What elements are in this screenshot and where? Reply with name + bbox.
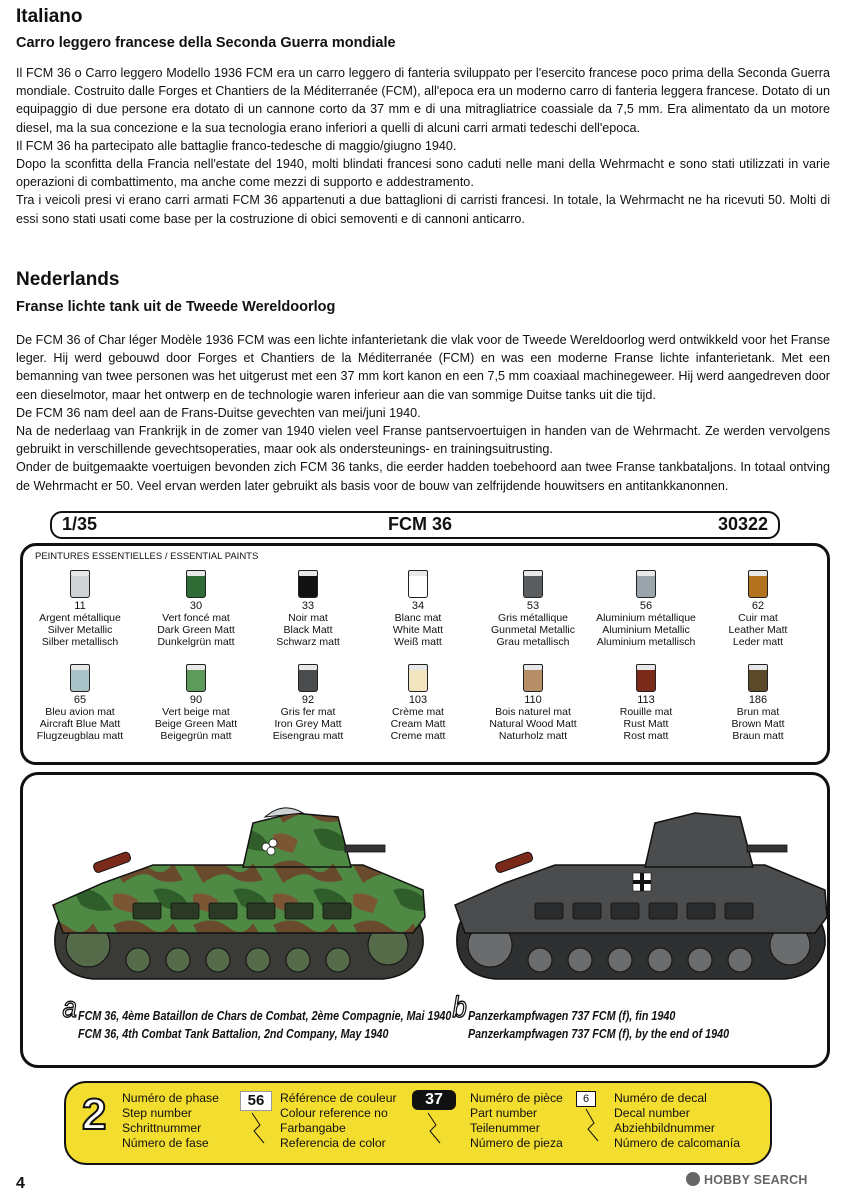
italiano-paragraph-1: Il FCM 36 o Carro leggero Modello 1936 FCM era un carro leggero di fanteria sviluppato per l'esercito francese poco prima della Seconda Guerra mondiale. Costruito dalle Forges et Chantiers de la Méditerranée (FCM), all'epoca era un moderno carro di fanteria leggera francese. Dotato di un equipaggio di due persone era dotato di un cannone corto da 37 mm e di una mitragliatrice coassiale da 7,5 mm. Era alimentato da un motore diesel, ma la sua concezione e la sua tecnologia erano inferiori a quelli di alcuni carri armati tedeschi dell'epoca. [16, 66, 830, 135]
paint-name-fr: Blanc mat [394, 612, 442, 624]
paint-color-chip [408, 670, 428, 692]
paint-swatch [141, 570, 251, 648]
paint-name-fr: Vert beige mat [162, 706, 230, 718]
step-number-sample: 2 [82, 1090, 107, 1139]
paint-color-chip [636, 576, 656, 598]
paint-color-chip [636, 670, 656, 692]
italiano-paragraph-4: Tra i veicoli presi vi erano carri armati FCM 36 appartenuti a due battaglioni di carristi francesi. In totale, la Wehrmacht ne ha ricevuti 50. Molti di essi sono stati usati come base per la costruzione di obici semoventi e di cannoni anticarro. [16, 193, 830, 226]
legend-phase-es: Número de fase [122, 1136, 209, 1150]
paint-name-fr: Vert foncé mat [162, 612, 230, 624]
paint-code: 90 [189, 694, 203, 706]
nederlands-paragraph-1: De FCM 36 of Char léger Modèle 1936 FCM was een lichte infanterietank die vlak voor de Tweede Wereldoorlog werd ontwikkeld voor het Franse leger. Hij werd gebouwd door Forges et Chantiers de la Méditerranée (FCM) en was een moderne Franse lichte infanterietank. Met een bemanning van twee personen was het uitgerust met een 37 mm kort kanon en een 7,5 mm coaxiaal machinegeweer. Hij werd aangedreven door een dieselmotor, maar het ontwerp en de technologie waren inferieur aan die van sommige Duitse tanks uit die tijd. [16, 333, 830, 402]
paint-name-fr: Gris métallique [497, 612, 569, 624]
page-number: 4 [16, 1175, 25, 1192]
paint-code: 56 [639, 600, 653, 612]
watermark [686, 1172, 808, 1187]
paint-code: 113 [637, 694, 655, 706]
version-b-line-1: Panzerkampfwagen 737 FCM (f), fin 1940 [468, 1009, 676, 1023]
legend-part-de: Teilenummer [470, 1121, 540, 1135]
paint-name-de: Dunkelgrün matt [157, 636, 235, 648]
paint-name-de: Schwarz matt [276, 636, 340, 648]
paint-name-fr: Gris fer mat [280, 706, 336, 718]
paint-name-en: Natural Wood Matt [489, 718, 577, 730]
nederlands-paragraph-2: De FCM 36 nam deel aan de Frans-Duitse gevechten van mei/juni 1940. [16, 405, 421, 420]
paint-name-fr: Brun mat [736, 706, 780, 718]
part-number-description [470, 1091, 563, 1151]
leader-line-icon [248, 1111, 278, 1145]
legend-part-es: Número de pieza [470, 1136, 563, 1150]
paint-name-fr: Bois naturel mat [495, 706, 571, 718]
paint-code: 62 [751, 600, 765, 612]
paint-name-de: Naturholz matt [498, 730, 568, 742]
paint-code: 53 [526, 600, 540, 612]
paint-pot-icon [523, 570, 543, 598]
legend-phase-de: Schrittnummer [122, 1121, 202, 1135]
legend-phase-fr: Numéro de phase [122, 1091, 219, 1105]
paint-name-en: Leather Matt [728, 624, 788, 636]
paint-name-en: Gunmetal Metallic [490, 624, 576, 636]
version-b-line-2: Panzerkampfwagen 737 FCM (f), by the end of 1940 [468, 1027, 730, 1041]
paint-name-de: Creme matt [390, 730, 446, 742]
paint-name-en: Rust Matt [623, 718, 669, 730]
legend-color-de: Farbangabe [280, 1121, 346, 1135]
paint-swatch [703, 664, 813, 742]
paint-name-de: Braun matt [732, 730, 784, 742]
symbol-legend [64, 1081, 772, 1165]
paint-code: 92 [301, 694, 315, 706]
legend-color-en: Colour reference no [280, 1106, 388, 1120]
watermark-text: HOBBY SEARCH [704, 1173, 808, 1187]
paint-color-chip [298, 670, 318, 692]
legend-decal-en: Decal number [614, 1106, 690, 1120]
decal-number-sample: 6 [576, 1091, 596, 1107]
paint-name-fr: Argent métallique [39, 612, 121, 624]
legend-color-es: Referencia de color [280, 1136, 386, 1150]
version-b-letter: b [452, 991, 467, 1024]
paint-pot-icon [70, 664, 90, 692]
paint-name-fr: Aluminium métallique [596, 612, 696, 624]
paint-code: 110 [524, 694, 542, 706]
paint-swatch [478, 570, 588, 648]
italiano-heading: Italiano [16, 6, 83, 27]
step-number-description [122, 1091, 219, 1151]
paints-panel-title: PEINTURES ESSENTIELLES / ESSENTIAL PAINTS [35, 551, 259, 562]
paint-code: 33 [301, 600, 315, 612]
paint-name-en: Aircraft Blue Matt [39, 718, 121, 730]
paint-pot-icon [186, 570, 206, 598]
paint-pot-icon [298, 664, 318, 692]
paint-name-en: Cream Matt [390, 718, 446, 730]
paint-pot-icon [523, 664, 543, 692]
paint-name-en: Black Matt [283, 624, 333, 636]
paint-code: 65 [73, 694, 87, 706]
tank-profile-a [33, 795, 433, 1005]
paint-pot-icon [748, 664, 768, 692]
kit-scale: 1/35 [62, 514, 98, 534]
leader-line-icon [424, 1111, 454, 1145]
version-b-caption [452, 991, 730, 1043]
paint-swatch [591, 664, 701, 742]
paint-swatch [591, 570, 701, 648]
nederlands-text [16, 331, 830, 495]
paint-name-fr: Cuir mat [738, 612, 778, 624]
paint-swatch [703, 570, 813, 648]
paint-name-fr: Crème mat [392, 706, 444, 718]
paint-color-chip [748, 670, 768, 692]
legend-part-fr: Numéro de pièce [470, 1091, 563, 1105]
part-number-sample: 37 [412, 1090, 456, 1110]
paint-pot-icon [636, 664, 656, 692]
italiano-paragraph-2: Il FCM 36 ha partecipato alle battaglie franco-tedesche di maggio/giugno 1940. [16, 138, 457, 153]
nederlands-heading: Nederlands [16, 269, 120, 290]
paint-name-de: Aluminium metallisch [596, 636, 696, 648]
paint-code: 103 [408, 694, 428, 706]
paint-name-fr: Rouille mat [619, 706, 673, 718]
paint-swatch [253, 664, 363, 742]
italiano-paragraph-3: Dopo la sconfitta della Francia nell'estate del 1940, molti blindati francesi sono caduti nelle mani della Wehrmacht e sono stati utilizzati in varie operazioni di combattimento, ma anche come mezzi di supporto e addestramento. [16, 157, 830, 190]
paint-name-de: Weiß matt [394, 636, 442, 648]
kit-number: 30322 [717, 514, 768, 534]
paint-color-chip [298, 576, 318, 598]
tank-profile-b [435, 795, 835, 1005]
paint-name-de: Leder matt [732, 636, 784, 648]
legend-decal-de: Abziehbildnummer [614, 1121, 715, 1135]
paint-pot-icon [748, 570, 768, 598]
paint-name-en: Iron Grey Matt [274, 718, 342, 730]
version-a-line-2: FCM 36, 4th Combat Tank Battalion, 2nd Company, May 1940 [78, 1027, 389, 1041]
paint-color-chip [186, 670, 206, 692]
nederlands-subheading: Franse lichte tank uit de Tweede Wereldoorlog [16, 299, 336, 315]
paint-code: 34 [411, 600, 425, 612]
hobby-search-logo-icon [686, 1172, 700, 1186]
paint-color-chip [186, 576, 206, 598]
nederlands-paragraph-3: Na de nederlaag van Frankrijk in de zomer van 1940 vielen veel Franse pantservoertuigen in handen van de Wehrmacht. Ze werden vervolgens gebruikt in verschillende gevechtsoperaties, maar ook als ondersteunings- en trainingsuitrusting. [16, 424, 830, 457]
paint-swatch [25, 570, 135, 648]
paint-color-chip [523, 576, 543, 598]
paint-code: 30 [189, 600, 203, 612]
legend-part-en: Part number [470, 1106, 538, 1120]
paint-color-chip [748, 576, 768, 598]
paint-pot-icon [186, 664, 206, 692]
paint-name-fr: Bleu avion mat [45, 706, 115, 718]
paint-color-chip [70, 670, 90, 692]
paint-name-en: White Matt [392, 624, 444, 636]
legend-phase-en: Step number [122, 1106, 192, 1120]
paint-pot-icon [70, 570, 90, 598]
paint-pot-icon [298, 570, 318, 598]
paint-pot-icon [408, 664, 428, 692]
paint-code: 186 [748, 694, 768, 706]
paint-name-de: Rost matt [623, 730, 669, 742]
paint-swatch [253, 570, 363, 648]
colour-reference-sample: 56 [240, 1091, 272, 1111]
color-profiles-panel [20, 772, 830, 1068]
paint-color-chip [408, 576, 428, 598]
paint-name-en: Brown Matt [731, 718, 785, 730]
paint-name-en: Silver Metallic [47, 624, 113, 636]
version-a-letter: a [62, 991, 77, 1024]
leader-line-icon [582, 1107, 612, 1143]
paint-name-en: Dark Green Matt [157, 624, 235, 636]
essential-paints-panel [20, 543, 830, 765]
paint-name-de: Silber metallisch [41, 636, 119, 648]
paint-swatch [363, 664, 473, 742]
paint-pot-icon [636, 570, 656, 598]
colour-reference-description [280, 1091, 397, 1151]
paint-swatch [363, 570, 473, 648]
version-a-caption [62, 991, 452, 1043]
paint-swatch [141, 664, 251, 742]
legend-decal-es: Número de calcomanía [614, 1136, 740, 1150]
italiano-text [16, 64, 830, 228]
legend-color-fr: Référence de couleur [280, 1091, 397, 1105]
paint-name-fr: Noir mat [288, 612, 328, 624]
paint-pot-icon [408, 570, 428, 598]
paint-name-de: Flugzeugblau matt [36, 730, 124, 742]
kit-title-bar [50, 511, 780, 539]
paint-swatch [478, 664, 588, 742]
paint-name-en: Aluminium Metallic [602, 624, 690, 636]
paint-name-de: Eisengrau matt [272, 730, 344, 742]
paint-name-en: Beige Green Matt [154, 718, 238, 730]
paint-color-chip [523, 670, 543, 692]
paint-name-de: Grau metallisch [496, 636, 570, 648]
version-a-line-1: FCM 36, 4ème Bataillon de Chars de Combat, 2ème Compagnie, Mai 1940 [78, 1009, 452, 1023]
paint-name-de: Beigegrün matt [160, 730, 232, 742]
paint-code: 11 [74, 600, 86, 612]
paint-color-chip [70, 576, 90, 598]
italiano-subheading: Carro leggero francese della Seconda Guerra mondiale [16, 35, 396, 51]
decal-number-description [614, 1091, 740, 1151]
legend-decal-fr: Numéro de decal [614, 1091, 707, 1105]
paint-swatch [25, 664, 135, 742]
kit-model-name: FCM 36 [388, 514, 453, 534]
nederlands-paragraph-4: Onder de buitgemaakte voertuigen bevonden zich FCM 36 tanks, die eerder hadden toebehoord aan twee Franse tankbataljons. In totaal ontving de Wehrmacht er 50. Veel ervan werden later gebruikt als basis voor de bouw van zelfrijdende houwitsers en antitankkanonnen. [16, 460, 830, 493]
